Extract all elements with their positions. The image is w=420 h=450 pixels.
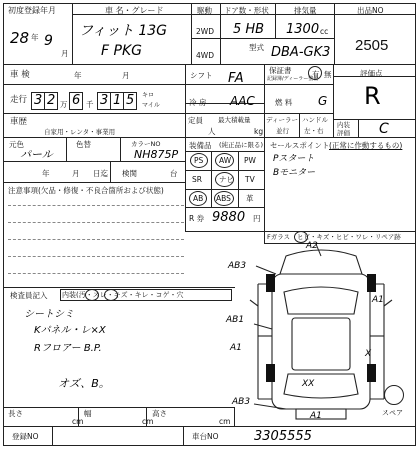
width-label: 幅 [84, 409, 92, 418]
inspection-year-unit: 年 [74, 71, 82, 80]
sales-points-cell [264, 137, 416, 232]
damage-mark: AB1 [226, 315, 245, 325]
color-divider-1 [66, 137, 67, 162]
dealer-sub: 並行 [276, 127, 289, 135]
mileage-digit: 2 [47, 93, 56, 108]
capacity-unit: 人 [208, 127, 216, 136]
mileage-digit: 1 [113, 93, 122, 108]
glass-cell [264, 231, 416, 244]
glass-label: Fガラス [267, 233, 291, 241]
inspector-line-3: Rフロアー B.P. [34, 343, 102, 354]
sales-point-line-1: Pスタート [273, 154, 315, 164]
car-body-outline [272, 274, 370, 409]
width-unit: cm [142, 417, 154, 426]
dimensions-row [3, 407, 235, 427]
warranty-none: 無 [324, 70, 332, 79]
inspection-month-unit: 月 [122, 71, 130, 80]
history-label: 車歴 [10, 117, 28, 127]
equipment-item: PS [194, 156, 204, 165]
equipment-circle-ps [190, 153, 208, 168]
damage-mark: A1 [230, 343, 242, 353]
damage-mark: A2 [306, 241, 318, 251]
car-windshield [284, 287, 358, 314]
equipment-circle-ab [189, 191, 207, 206]
car-wheel-front-left [266, 274, 275, 292]
equipment-item: AB [193, 194, 204, 203]
glass-options: ヒビ・キズ・ヒビ・ワレ・リペア跡 [297, 233, 401, 241]
damage-mark: A1 [372, 295, 384, 305]
equipment-item: ABS [216, 194, 231, 203]
displacement-unit: cc [320, 27, 329, 36]
recycle-label: R 券 [189, 214, 205, 223]
fuel-value: G [318, 94, 328, 108]
drive-mid-divider [191, 38, 221, 39]
mileage-digit: 3 [100, 93, 109, 108]
year-unit: 年 [31, 33, 39, 42]
mileage-unit-sen: 千 [86, 100, 94, 109]
dates-month-unit: 月 [72, 169, 80, 178]
doors-label: ドア数・形状 [224, 6, 269, 15]
mileage-unit-mile: マイル [142, 102, 160, 109]
color-divider-2 [120, 137, 121, 162]
inspector-circle-wear [104, 289, 118, 301]
doors-divider [220, 3, 276, 15]
car-wheel-rear-right [367, 364, 376, 382]
leader-line [256, 266, 276, 274]
recycle-unit: 円 [253, 214, 261, 223]
doors-value: 5 HB [233, 22, 265, 37]
fuel-cell [264, 84, 334, 114]
ac-value: AAC [230, 94, 255, 108]
warranty-have-circle [308, 66, 322, 80]
drive-4wd: 4WD [196, 51, 214, 60]
color-no-value: NH875P [134, 148, 179, 161]
damage-mark: AB3 [228, 261, 247, 271]
model-name: フィット 13G [79, 23, 167, 39]
car-mirror-left [250, 300, 258, 306]
inspector-circle-stain [85, 289, 99, 301]
damage-mark: AB3 [232, 397, 251, 407]
chassis-row [183, 426, 416, 446]
leader-line [254, 324, 272, 329]
length-unit: cm [72, 417, 84, 426]
month-unit: 月 [61, 49, 69, 58]
interior-label-box [333, 119, 359, 138]
dates-record-label: 検関 [122, 169, 137, 178]
lot-number-label: 出品NO [357, 6, 384, 15]
dates-day-label: 日迄 [93, 169, 108, 178]
history-cell [3, 113, 186, 138]
warranty-label: 保証書 [269, 66, 292, 75]
color-change-label: 色替 [76, 140, 91, 149]
color-no-label: カラーNO [131, 140, 161, 148]
sales-points-note: (正常に作動するもの) [329, 141, 403, 150]
interior-label: 内装 [337, 121, 350, 129]
handle-value: 左・右 [304, 127, 324, 135]
equipment-item: SR [192, 175, 202, 184]
length-label: 長さ [8, 409, 23, 418]
shift-cell [185, 64, 265, 85]
sales-point-line-2: Bモニター [273, 168, 316, 178]
equipment-grid-h1 [185, 170, 265, 171]
sales-points-label: セールスポイント [270, 141, 330, 150]
inspection-label: 車 検 [10, 70, 30, 80]
equipment-grid-v1 [211, 151, 212, 208]
inspector-line-1: シートシミ [24, 309, 74, 320]
first-registration-year: 28 [10, 29, 30, 47]
inspector-options: 内装(汚・スレ・キズ・キレ・コゲ・穴 [62, 291, 184, 299]
mileage-label: 走行 [10, 95, 28, 105]
equipment-circle-aw [215, 153, 234, 168]
warranty-cell [264, 64, 334, 85]
registration-row [3, 426, 184, 446]
spare-tire-icon [384, 385, 404, 405]
mileage-unit-km: キロ [142, 92, 155, 99]
car-rear-window [284, 374, 358, 398]
dates-cell [3, 161, 186, 183]
first-registration-cell [3, 3, 73, 65]
equipment-item: AW [219, 156, 232, 165]
load-label: 最大積載量 [218, 116, 251, 124]
notes-line [8, 256, 184, 257]
model-grade-label: 車 名・グレード [105, 6, 164, 15]
load-unit: kg [254, 127, 264, 136]
shift-label: シフト [190, 71, 213, 80]
handle-cell [299, 113, 334, 138]
equipment-note: (純正品に限る) [219, 141, 264, 149]
inspector-line-4: オズ、B。 [58, 377, 110, 390]
score-value: R [364, 82, 381, 110]
warranty-have: 有 [312, 70, 320, 79]
dates-units-label: 台 [170, 169, 178, 178]
type-value: DBA-GK3 [271, 45, 331, 60]
warranty-sub: 記録簿/ディーラー整備 [267, 76, 319, 82]
equipment-item: TV [245, 175, 255, 184]
damage-mark: XX [302, 379, 315, 389]
car-front-outline [280, 250, 362, 274]
first-registration-month: 9 [44, 33, 53, 49]
recycle-value: 9880 [212, 210, 246, 225]
capacity-cell [185, 113, 265, 138]
equipment-grid-v2 [238, 151, 239, 208]
score-divider [333, 64, 416, 77]
interior-sub: 評価 [337, 129, 350, 137]
chassis-no-label: 車台NO [192, 432, 219, 441]
dimensions-divider-2 [146, 407, 147, 427]
mileage-digit: 6 [72, 93, 81, 108]
equipment-circle-abs [214, 191, 234, 206]
handle-label: ハンドル [302, 116, 328, 124]
notes-line [8, 205, 184, 206]
capacity-label: 定員 [188, 116, 203, 125]
equipment-item: ナビ [219, 175, 234, 184]
registration-divider [52, 426, 53, 446]
equipment-item: 革 [246, 194, 254, 203]
car-wheel-rear-left [266, 364, 275, 382]
mileage-unit-man: 万 [60, 100, 68, 109]
notes-label: 注意事項(欠品・修復・不良合箇所および状態) [8, 186, 164, 195]
fuel-label: 燃 料 [275, 98, 293, 107]
type-label: 型式 [249, 43, 264, 52]
mileage-digit: 3 [34, 93, 43, 108]
equipment-label: 装備品 [189, 141, 212, 150]
inspector-label: 検査員記入 [10, 291, 48, 300]
damage-mark: A1 [310, 411, 322, 421]
notes-line [8, 222, 184, 223]
car-roof [292, 318, 350, 370]
notes-line [8, 273, 184, 274]
type-cell [220, 38, 335, 65]
history-options: 自家用・レンタ・事業用 [44, 128, 116, 136]
lot-divider [334, 3, 416, 15]
first-registration-label: 初度登録年月 [8, 6, 56, 15]
displacement-value: 1300 [286, 22, 320, 37]
car-wheel-front-right [367, 274, 376, 292]
spare-tire-label: スペア [382, 409, 403, 417]
dimensions-divider-1 [78, 407, 79, 427]
original-color-value: パール [20, 148, 53, 161]
lot-number: 2505 [355, 37, 389, 54]
score-label: 評価点 [360, 69, 383, 78]
inspection-cell [3, 64, 186, 85]
equipment-circle-navi [215, 172, 234, 187]
dealer-label: ディーラー [266, 116, 298, 124]
drive-divider [191, 3, 221, 15]
shift-value: FA [228, 71, 244, 86]
displacement-label: 排気量 [294, 6, 317, 15]
mileage-digit: 5 [126, 93, 135, 108]
equipment-grid-h2 [185, 189, 265, 190]
dates-year-unit: 年 [42, 169, 50, 178]
leader-line [254, 404, 286, 409]
damage-mark: X [365, 349, 372, 359]
ac-label: 冷 房 [189, 98, 207, 107]
height-label: 高さ [152, 409, 167, 418]
car-mirror-right [384, 300, 392, 306]
notes-line [8, 239, 184, 240]
grade: F PKG [101, 43, 142, 59]
chassis-no-value: 3305555 [254, 429, 312, 444]
original-color-label: 元色 [9, 140, 24, 149]
registration-no-label: 登録NO [12, 432, 39, 441]
color-cell [3, 137, 186, 162]
height-unit: cm [219, 417, 231, 426]
dealer-cell [264, 113, 300, 138]
displacement-divider [275, 3, 335, 15]
drive-2wd: 2WD [196, 27, 214, 36]
model-grade-divider [72, 3, 192, 15]
dates-divider [110, 161, 111, 183]
interior-value: C [379, 121, 389, 137]
drive-label: 駆動 [197, 6, 212, 15]
equipment-item: PW [244, 156, 256, 165]
inspector-line-2: Kパネル・レ×X [34, 325, 106, 336]
